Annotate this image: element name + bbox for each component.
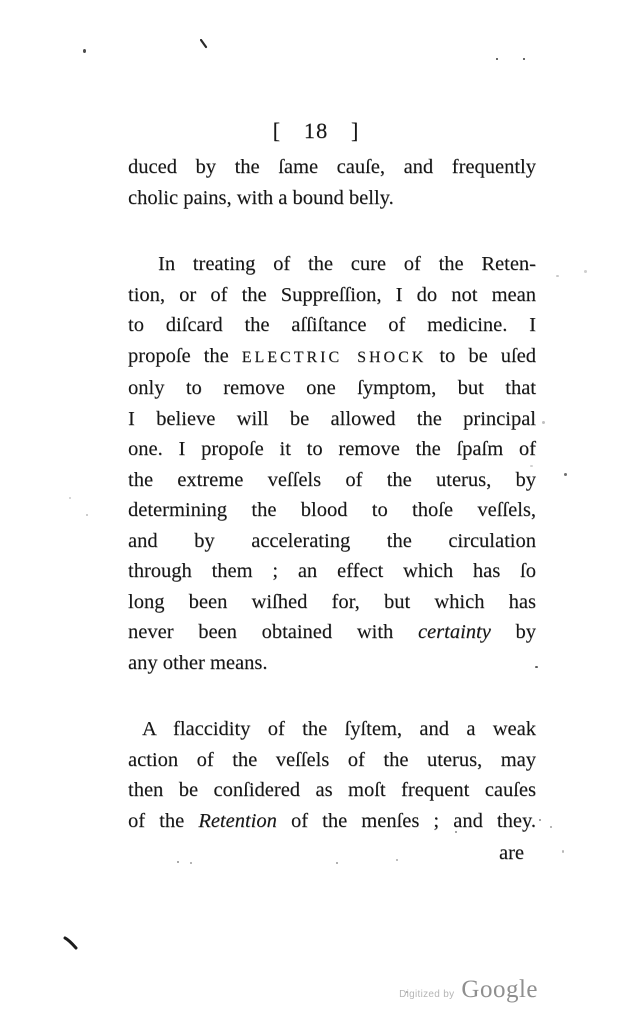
scan-speck (564, 473, 567, 476)
scan-speck (190, 862, 192, 864)
text-run: never been obtained with (128, 621, 418, 643)
scan-speck (83, 49, 86, 53)
text-smallcaps: ELECTRIC SHOCK (241, 348, 427, 366)
scan-speck (496, 58, 498, 60)
text-run: duced by the ſame cauſe, and frequently (128, 156, 536, 178)
scan-speck (336, 862, 338, 864)
text-run: to be uſed (426, 344, 536, 367)
text-block (128, 152, 536, 836)
scan-speck (542, 421, 545, 424)
text-column (128, 116, 536, 869)
text-run: the extreme veſſels of the uterus, by (128, 468, 536, 491)
text-line (128, 404, 536, 435)
text-run: A flaccidity of the ſyſtem, and a weak (142, 718, 536, 740)
text-run: action of the veſſels of the uterus, may (128, 748, 536, 771)
text-line (128, 341, 536, 374)
text-run: of the menſes ; and they. (276, 809, 536, 832)
scan-speck (396, 859, 398, 861)
scan-speck (550, 826, 552, 828)
text-line (128, 556, 536, 587)
paragraph (128, 249, 536, 678)
text-line (128, 280, 536, 311)
text-run: I believe will be allowed the principal (128, 407, 536, 430)
text-run: any other means. (128, 651, 268, 674)
text-run: to diſcard the aſſiſtance of medicine. I (128, 314, 536, 336)
scan-speck (539, 819, 541, 821)
text-line (128, 152, 536, 183)
text-run: of the (128, 809, 199, 832)
scan-speck (530, 465, 533, 467)
text-run: then be conſidered as moſt frequent cauſes (128, 779, 536, 801)
text-line (128, 714, 536, 745)
scan-speck (584, 270, 587, 273)
scan-speck (455, 831, 457, 833)
scan-speck (556, 275, 559, 277)
text-italic: certainty (417, 621, 491, 643)
digitized-by-label: Digitized by (399, 989, 455, 1000)
paragraph (128, 152, 536, 213)
text-run: one. I propoſe it to remove the ſpaſm of (128, 438, 536, 460)
scan-speck (562, 850, 564, 853)
scan-comma-stroke (63, 935, 81, 953)
page-number: [ 18 ] (272, 118, 360, 143)
scan-speck (535, 666, 538, 668)
text-line (128, 526, 536, 557)
text-run: long been wiſhed for, but which has (128, 590, 536, 613)
text-line (128, 465, 536, 496)
text-line (128, 648, 536, 679)
text-run: cholic pains, with a bound belly. (128, 186, 394, 209)
text-line (128, 495, 536, 526)
scan-speck (86, 514, 88, 516)
scan-speck (177, 861, 179, 863)
text-run: propoſe the (128, 344, 242, 367)
text-line (128, 775, 536, 806)
text-run: through them ; an effect which has ſo (128, 560, 536, 582)
text-line (128, 806, 536, 837)
catchword: are (498, 842, 524, 864)
text-line (128, 745, 536, 776)
text-line (128, 587, 536, 618)
text-line (128, 310, 536, 341)
text-line (128, 373, 536, 404)
scan-speck (69, 497, 71, 499)
text-run: by (490, 621, 536, 643)
text-run: determining the blood to thoſe veſſels, (128, 499, 536, 521)
text-italic: Retention (198, 809, 277, 832)
google-watermark (399, 976, 538, 1004)
paragraph (128, 714, 536, 836)
text-line (128, 249, 536, 280)
text-run: only to remove one ſymptom, but that (128, 377, 536, 399)
text-run: and by accelerating the circulation (128, 529, 536, 552)
text-run: tion, or of the Suppreſſion, I do not mean (128, 283, 536, 306)
text-run: In treating of the cure of the Reten- (158, 253, 536, 275)
text-line (128, 617, 536, 648)
google-logo: Google (461, 976, 538, 1003)
text-line (128, 183, 536, 214)
scan-stroke-mark (200, 39, 208, 49)
scan-speck (523, 58, 525, 60)
text-line (128, 434, 536, 465)
